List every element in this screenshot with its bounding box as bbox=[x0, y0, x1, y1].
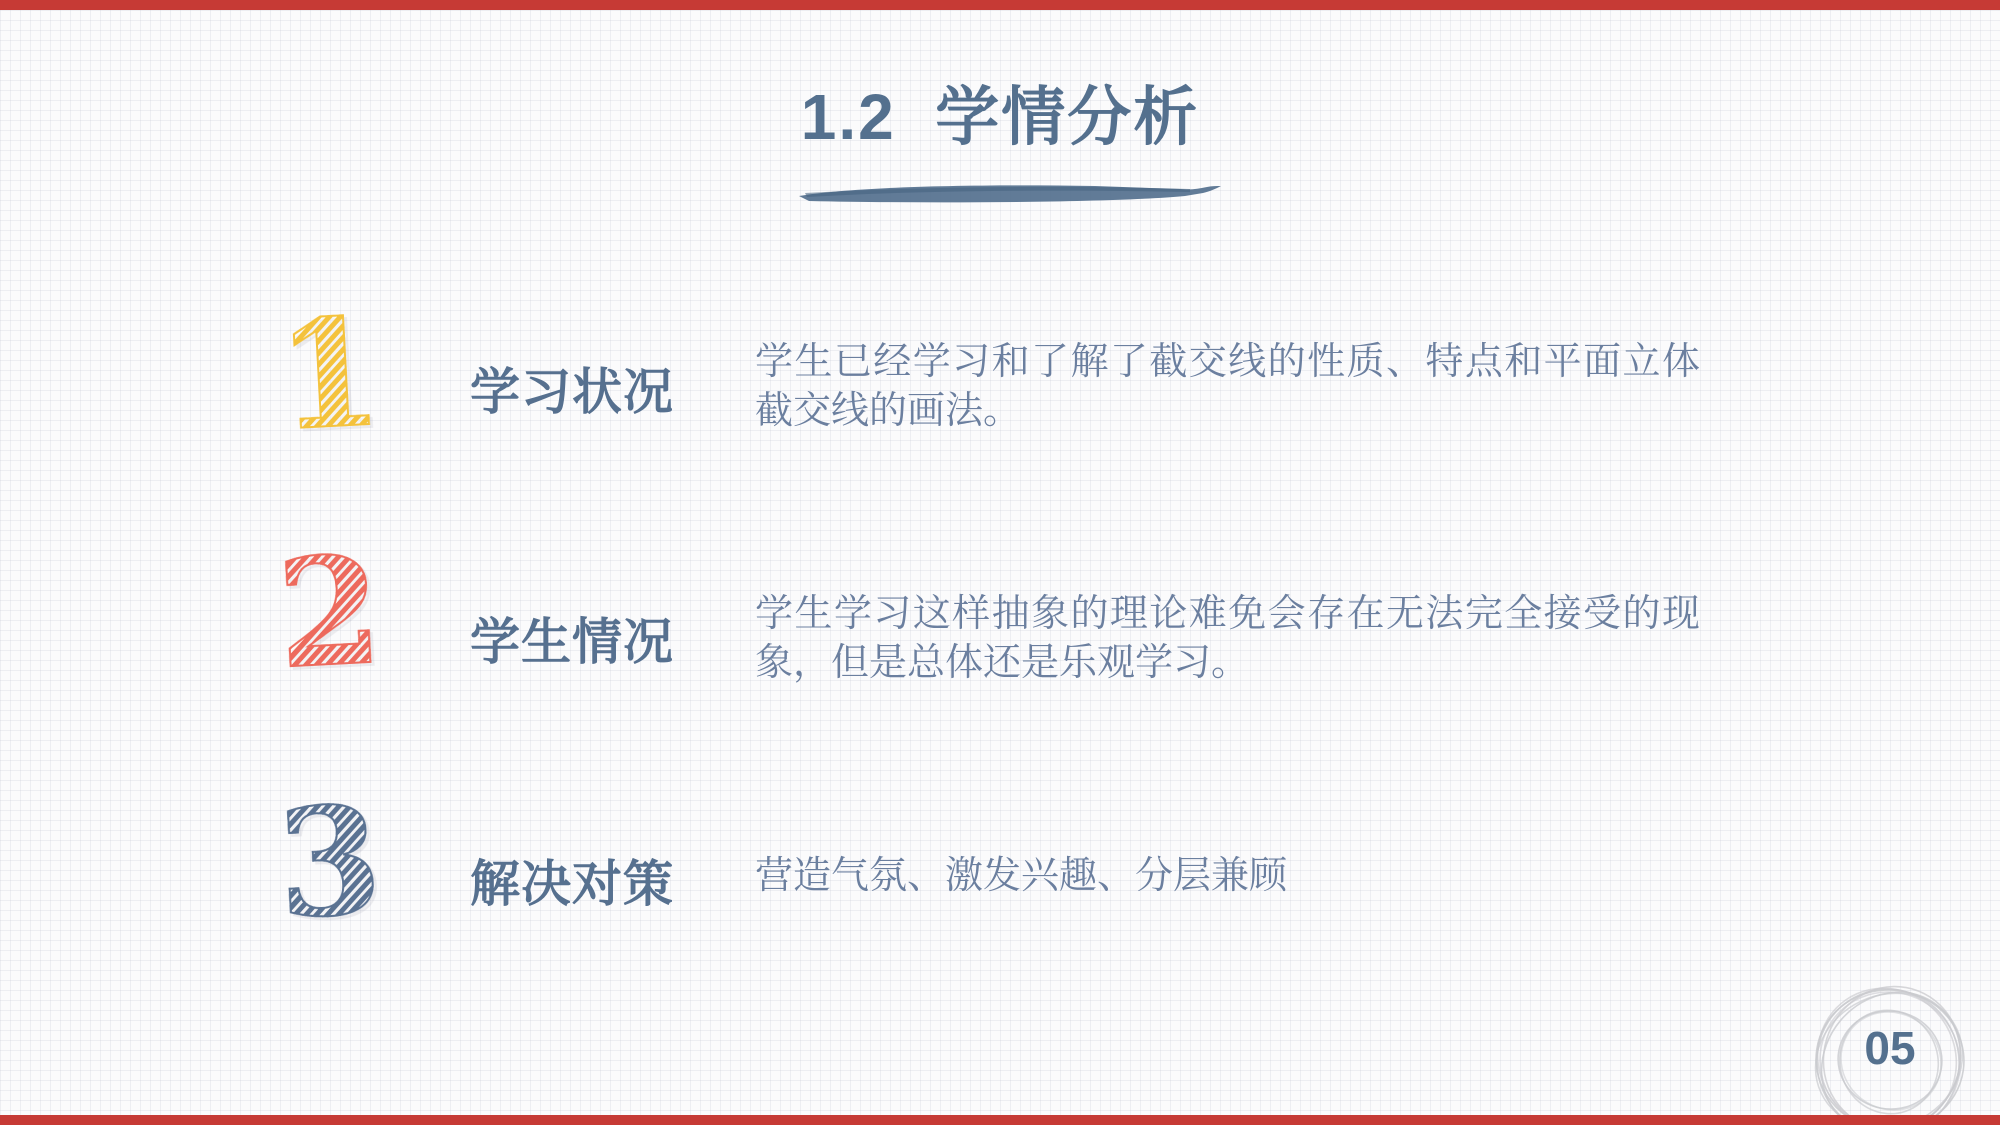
page-number: 05 bbox=[1864, 1022, 1916, 1074]
item-2-label: 学生情况 bbox=[470, 614, 674, 670]
top-border-bar bbox=[0, 0, 2000, 10]
analysis-item-3 bbox=[0, 772, 2000, 958]
slide-title: 1.2 学情分析 bbox=[800, 81, 1200, 153]
title-underline-stroke bbox=[795, 180, 1225, 210]
sketch-number-3: 3 bbox=[273, 772, 386, 952]
analysis-item-1 bbox=[0, 284, 2000, 470]
item-3-label: 解决对策 bbox=[470, 856, 674, 912]
analysis-item-2 bbox=[0, 522, 2000, 708]
item-1-description: 学生已经学习和了解了截交线的性质、特点和平面立体截交线的画法。 bbox=[755, 341, 1700, 432]
item-2-description: 学生学习这样抽象的理论难免会存在无法完全接受的现象，但是总体还是乐观学习。 bbox=[755, 593, 1700, 684]
item-3-description: 营造气氛、激发兴趣、分层兼顾 bbox=[755, 855, 1288, 897]
bottom-border-bar bbox=[0, 1115, 2000, 1125]
page-number-badge bbox=[1800, 972, 1980, 1125]
sketch-number-2: 2 bbox=[273, 522, 386, 702]
item-1-label: 学习状况 bbox=[470, 364, 674, 420]
sketch-number-1: 1 bbox=[273, 284, 386, 464]
